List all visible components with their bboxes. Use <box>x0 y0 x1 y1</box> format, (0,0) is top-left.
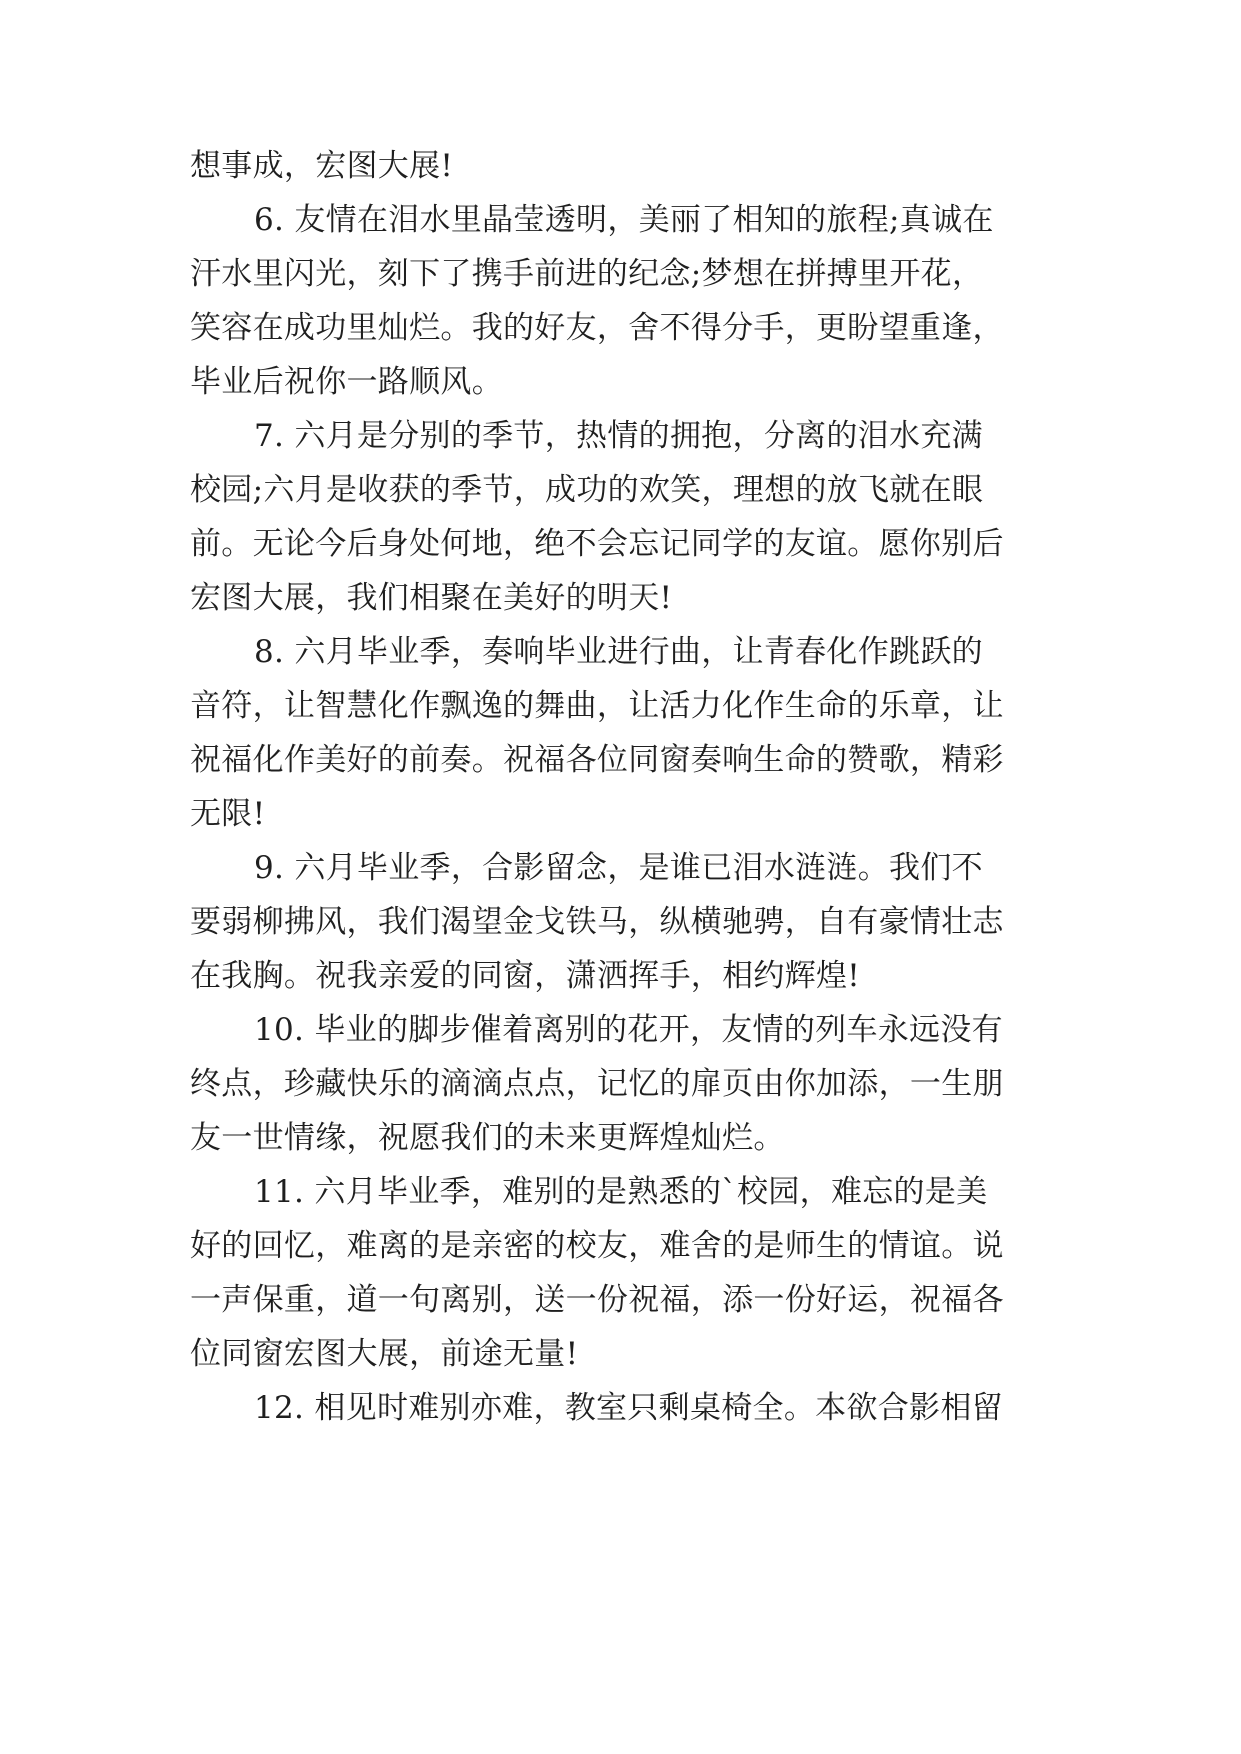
text-line: 9. 六月毕业季，合影留念，是谁已泪水涟涟。我们不 <box>254 850 983 886</box>
text-line: 宏图大展，我们相聚在美好的明天! <box>190 580 673 616</box>
text-line: 前。无论今后身处何地，绝不会忘记同学的友谊。愿你别后 <box>190 526 1004 562</box>
text-line: 祝福化作美好的前奏。祝福各位同窗奏响生命的赞歌，精彩 <box>190 742 1004 778</box>
text-line: 8. 六月毕业季，奏响毕业进行曲，让青春化作跳跃的 <box>254 634 983 670</box>
text-line: 无限! <box>190 796 266 832</box>
text-line: 在我胸。祝我亲爱的同窗，潇洒挥手，相约辉煌! <box>190 958 861 994</box>
text-line: 位同窗宏图大展，前途无量! <box>190 1336 579 1372</box>
text-line: 友一世情缘，祝愿我们的未来更辉煌灿烂。 <box>190 1120 785 1156</box>
text-line: 一声保重，道一句离别，送一份祝福，添一份好运，祝福各 <box>190 1282 1004 1318</box>
text-line: 11. 六月毕业季，难别的是熟悉的`校园，难忘的是美 <box>254 1174 988 1210</box>
text-line: 7. 六月是分别的季节，热情的拥抱，分离的泪水充满 <box>254 418 983 454</box>
text-line: 6. 友情在泪水里晶莹透明，美丽了相知的旅程;真诚在 <box>254 202 994 238</box>
text-line: 好的回忆，难离的是亲密的校友，难舍的是师生的情谊。说 <box>190 1228 1004 1264</box>
text-line: 校园;六月是收获的季节，成功的欢笑，理想的放飞就在眼 <box>190 472 984 508</box>
text-line: 终点，珍藏快乐的滴滴点点，记忆的扉页由你加添，一生朋 <box>190 1066 1004 1102</box>
text-line: 汗水里闪光，刻下了携手前进的纪念;梦想在拼搏里开花， <box>190 256 984 292</box>
text-line: 要弱柳拂风，我们渴望金戈铁马，纵横驰骋，自有豪情壮志 <box>190 904 1004 940</box>
text-line: 想事成，宏图大展! <box>190 148 454 184</box>
text-line: 笑容在成功里灿烂。我的好友，舍不得分手，更盼望重逢， <box>190 310 1004 346</box>
text-line: 12. 相见时难别亦难，教室只剩桌椅全。本欲合影相留 <box>254 1390 1003 1426</box>
text-line: 10. 毕业的脚步催着离别的花开，友情的列车永远没有 <box>254 1012 1003 1048</box>
text-line: 音符，让智慧化作飘逸的舞曲，让活力化作生命的乐章，让 <box>190 688 1004 724</box>
text-line: 毕业后祝你一路顺风。 <box>190 364 503 400</box>
